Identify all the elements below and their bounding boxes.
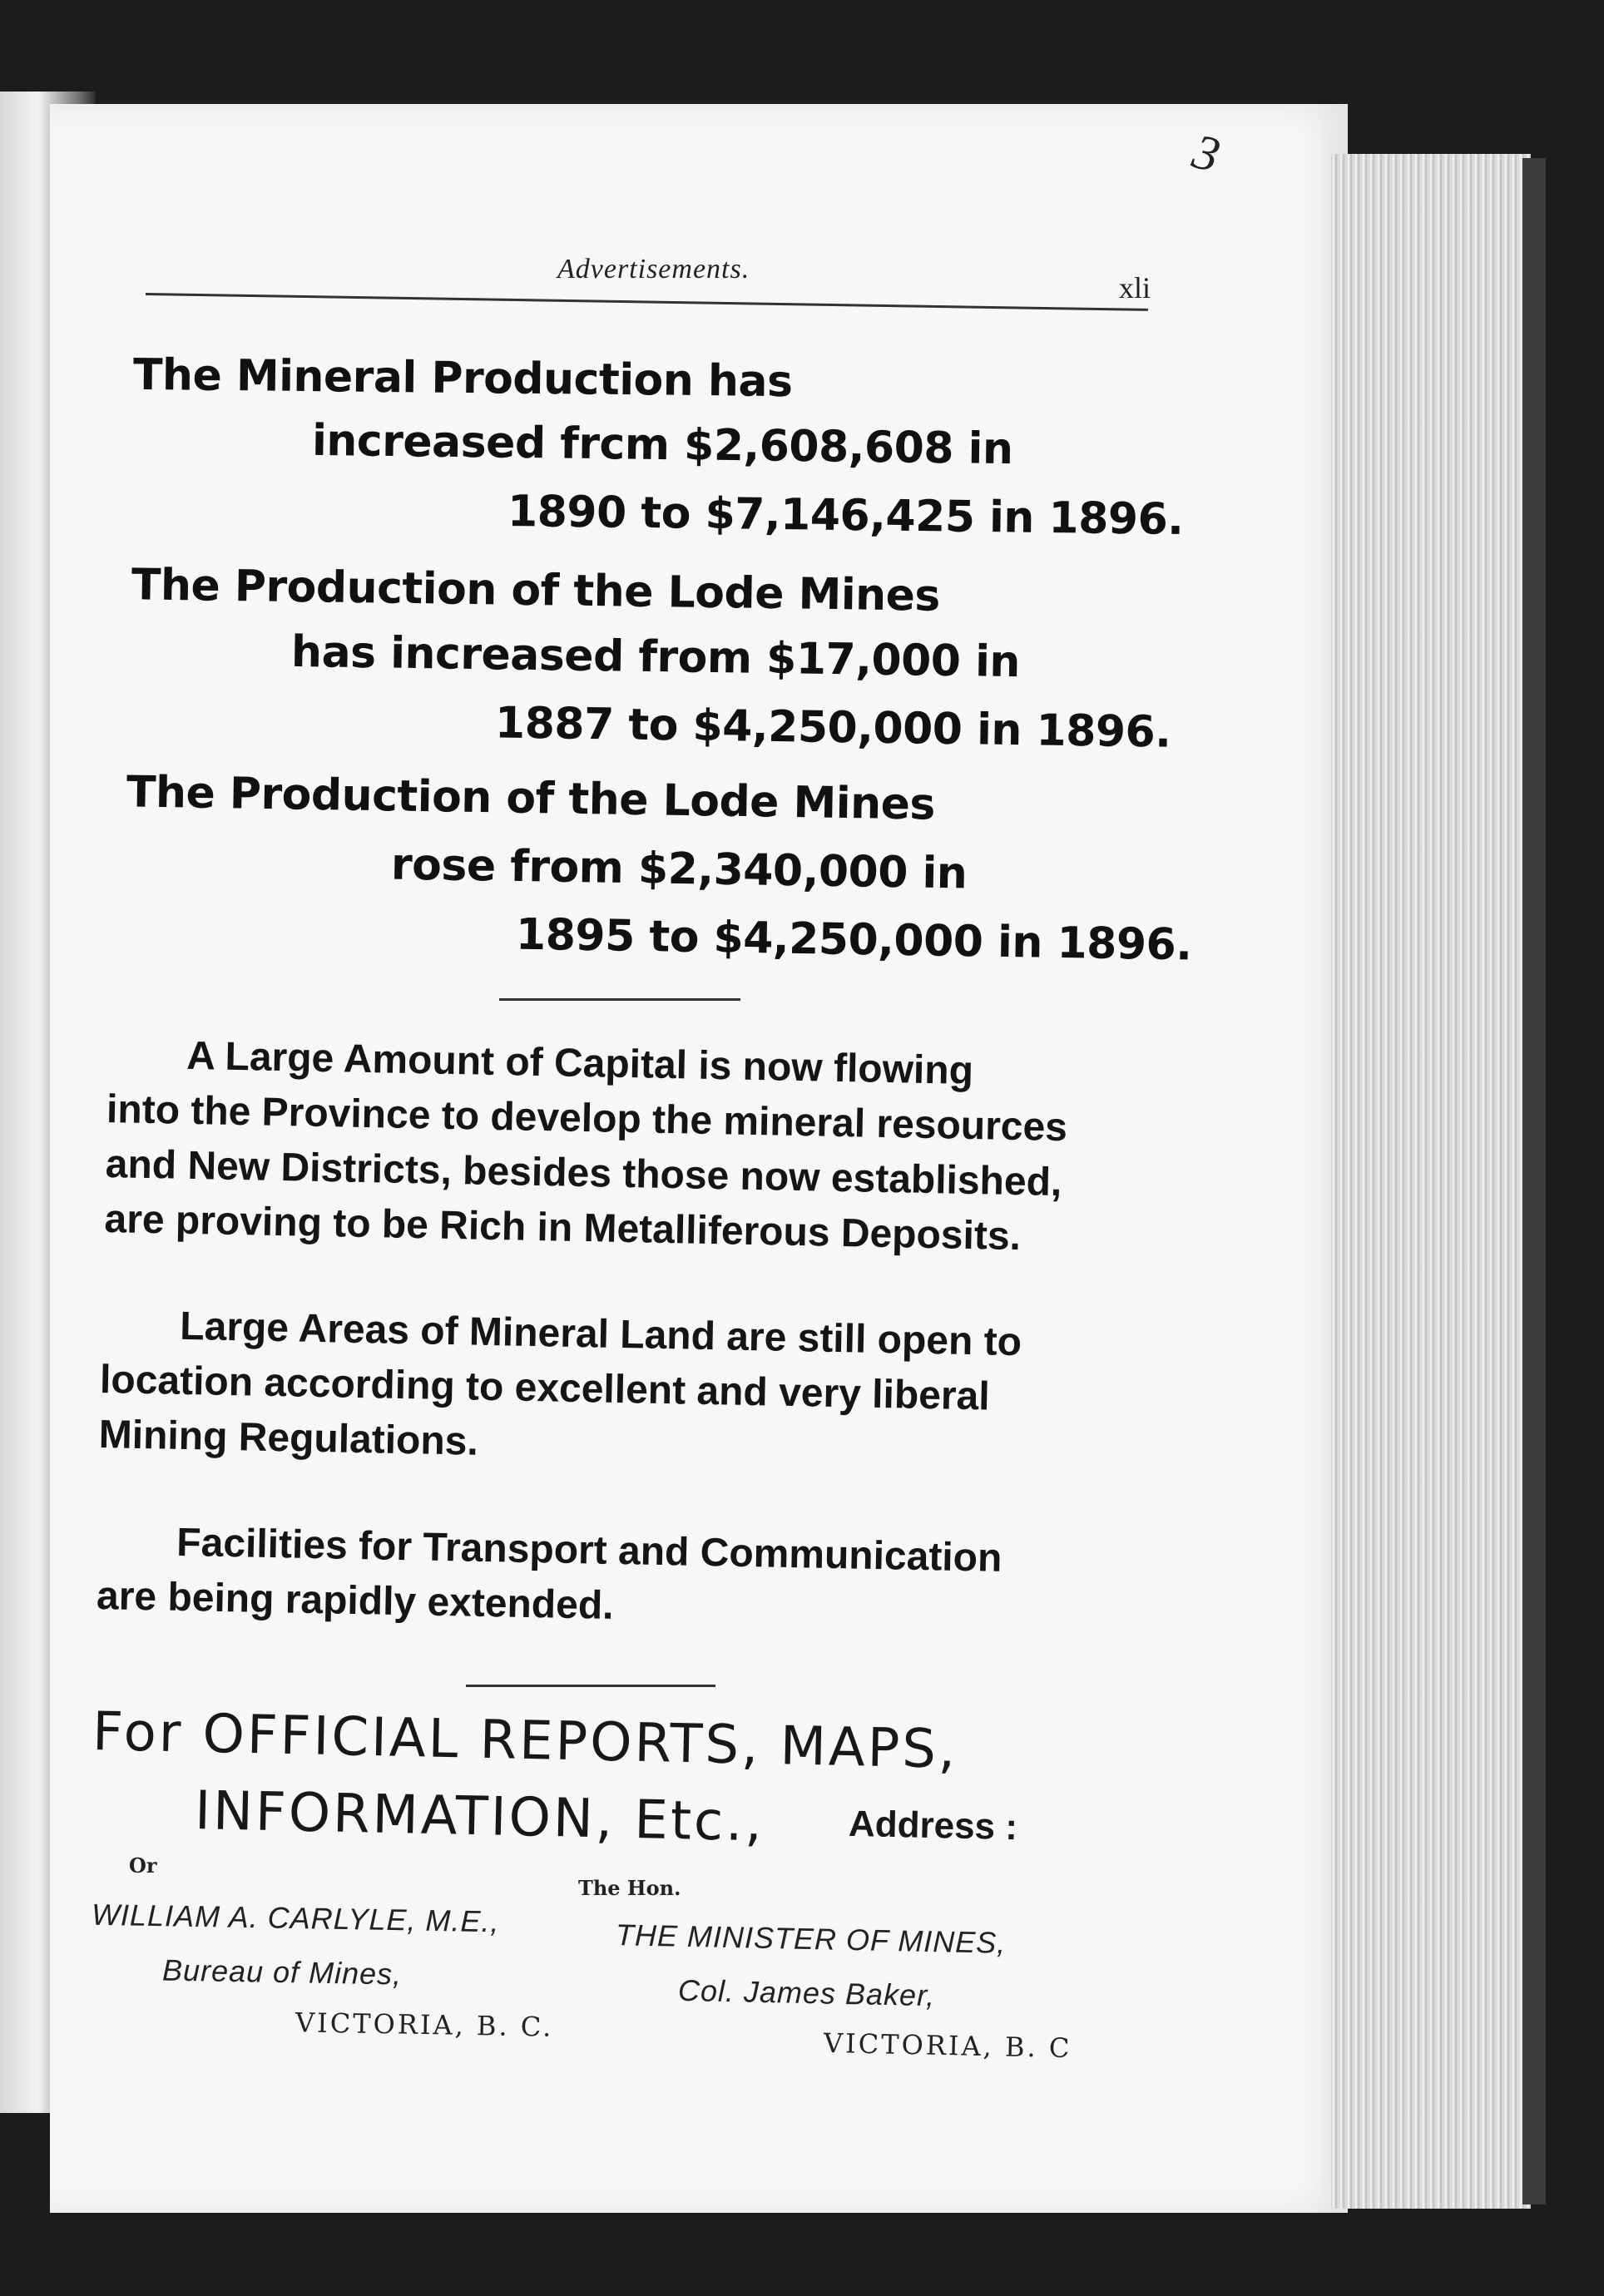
stat-line: increased frcm $2,608,608 in bbox=[311, 415, 1013, 475]
paragraph-line: are proving to be Rich in Metalliferous Deposits. bbox=[104, 1196, 1022, 1259]
paragraph-line: and New Districts, besides those now established, bbox=[105, 1141, 1062, 1205]
capital-paragraph bbox=[104, 1027, 1069, 1265]
stat-line: 1887 to $4,250,000 in 1896. bbox=[494, 698, 1171, 758]
minister-office: Col. James Baker, bbox=[677, 1972, 936, 2013]
address-label: Address : bbox=[848, 1803, 1018, 1848]
mineral-land-paragraph bbox=[98, 1298, 1022, 1480]
transport-paragraph bbox=[96, 1514, 1002, 1641]
minister-city: VICTORIA, B. C bbox=[823, 2026, 1072, 2065]
stat-line: The Production of the Lode Mines bbox=[126, 767, 936, 830]
stat-line: rose from $2,340,000 in bbox=[390, 839, 968, 899]
paragraph-line: location according to excellent and very liberal bbox=[99, 1357, 991, 1419]
carlyle-city: VICTORIA, B. C. bbox=[295, 2007, 554, 2043]
information-heading: INFORMATION, Etc., bbox=[194, 1780, 765, 1854]
stat-line: 1895 to $4,250,000 in 1896. bbox=[515, 909, 1192, 971]
section-divider bbox=[499, 998, 740, 1001]
handwritten-page-mark: 3 bbox=[1187, 123, 1226, 183]
paragraph-line: Mining Regulations. bbox=[98, 1412, 479, 1464]
stat-line: The Production of the Lode Mines bbox=[131, 560, 941, 621]
paragraph-line: are being rapidly extended. bbox=[96, 1573, 615, 1628]
paragraph-line: Large Areas of Mineral Land are still open to bbox=[179, 1304, 1022, 1365]
paragraph-line: Facilities for Transport and Communication bbox=[176, 1520, 1002, 1581]
carlyle-office: Bureau of Mines, bbox=[161, 1952, 403, 1992]
stat-line: has increased from $17,000 in bbox=[290, 626, 1021, 688]
contact-prefix-right: The Hon. bbox=[578, 1876, 681, 1900]
contact-prefix-left: Or bbox=[129, 1853, 157, 1878]
page-number: xli bbox=[1119, 271, 1151, 304]
official-reports-heading: For OFFICIAL REPORTS, MAPS, bbox=[92, 1701, 958, 1781]
carlyle-name: WILLIAM A. CARLYLE, M.E., bbox=[91, 1897, 500, 1939]
paragraph-line: into the Province to develop the mineral resources bbox=[106, 1086, 1068, 1150]
stat-line: The Mineral Production has bbox=[132, 349, 793, 408]
section-divider bbox=[466, 1685, 715, 1687]
running-head: Advertisements. bbox=[557, 254, 750, 285]
paragraph-line: A Large Amount of Capital is now flowing bbox=[186, 1033, 974, 1093]
stat-line: 1890 to $7,146,425 in 1896. bbox=[507, 487, 1184, 545]
minister-name: THE MINISTER OF MINES, bbox=[615, 1917, 1007, 1960]
